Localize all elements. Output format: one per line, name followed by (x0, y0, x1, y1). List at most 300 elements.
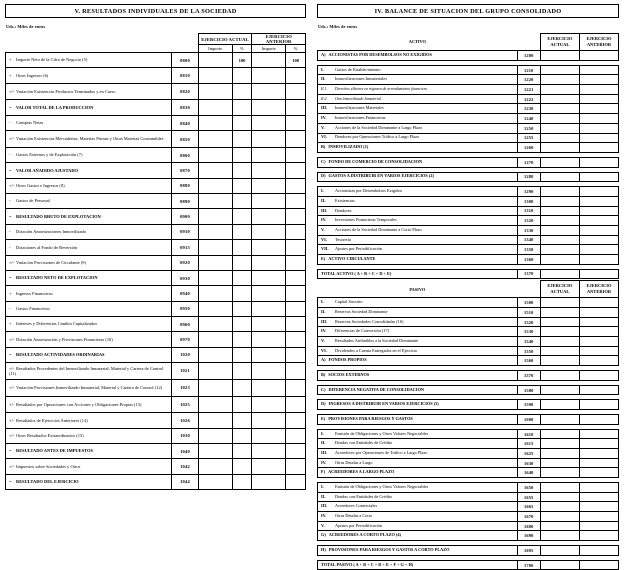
cell-importe-actual[interactable] (198, 147, 232, 162)
cell-importe-actual[interactable] (198, 194, 232, 209)
cell-importe-actual[interactable] (198, 209, 232, 224)
cell-pct-anterior[interactable] (286, 131, 306, 148)
cell-pct-anterior[interactable] (286, 347, 306, 362)
cell-importe-anterior[interactable] (252, 286, 286, 301)
pasivo-cell-actual[interactable] (540, 317, 579, 327)
cell-importe-actual[interactable] (198, 178, 232, 193)
pasivo-cell-anterior[interactable] (579, 400, 618, 410)
cell-importe-anterior[interactable] (252, 115, 286, 130)
row-label-text: Capital Suscrito (335, 299, 363, 305)
activo-cell-anterior[interactable] (579, 104, 618, 114)
row-label: + Otros Ingresos (6) (6, 68, 172, 83)
table-row (318, 317, 619, 327)
row-label (318, 337, 518, 347)
cell-pct-anterior[interactable] (286, 240, 306, 255)
cell-importe-anterior[interactable] (252, 379, 286, 396)
activo-cell-anterior[interactable] (579, 143, 618, 153)
row-label: = VALOR AÑADIDO AJUSTADO (6, 163, 172, 178)
cell-pct-actual[interactable] (232, 209, 252, 224)
activo-cell-actual[interactable] (540, 245, 579, 255)
pasivo-table-body (318, 298, 619, 570)
table-row (6, 68, 306, 83)
pasivo-cell-anterior[interactable] (579, 429, 618, 439)
row-label-text: Gastos de Establecimiento (335, 66, 381, 72)
cell-pct-anterior[interactable] (286, 194, 306, 209)
pasivo-cell-actual[interactable] (540, 483, 579, 493)
row-code: 1510 (517, 308, 540, 318)
activo-cell-actual[interactable] (540, 157, 579, 167)
cell-pct-actual[interactable] (232, 379, 252, 396)
cell-importe-anterior[interactable] (252, 53, 286, 68)
cell-pct-anterior[interactable] (286, 459, 306, 474)
table-row (6, 209, 306, 224)
table-row (6, 301, 306, 316)
activo-cell-anterior[interactable] (579, 235, 618, 245)
activo-cell-anterior[interactable] (579, 157, 618, 167)
row-code: 1500 (517, 298, 540, 308)
cell-importe-actual[interactable] (198, 459, 232, 474)
pasivo-cell-anterior[interactable] (579, 346, 618, 356)
activo-cell-actual[interactable] (540, 104, 579, 114)
cell-importe-actual[interactable] (198, 115, 232, 130)
pasivo-cell-anterior[interactable] (579, 512, 618, 522)
pasivo-cell-anterior[interactable] (579, 415, 618, 425)
pasivo-cell-actual[interactable] (540, 415, 579, 425)
pasivo-cell-actual[interactable] (540, 492, 579, 502)
row-label (318, 327, 518, 337)
row-sign: = (9, 352, 12, 358)
table-row (6, 443, 306, 458)
header-activo-ejercicio-actual (540, 34, 579, 51)
cell-pct-anterior[interactable]: 100 (286, 53, 306, 68)
activo-cell-anterior[interactable] (579, 85, 618, 95)
cell-importe-anterior[interactable] (252, 209, 286, 224)
activo-cell-actual[interactable] (540, 94, 579, 104)
cell-pct-anterior[interactable] (286, 68, 306, 83)
table-row (318, 400, 619, 410)
cell-importe-anterior[interactable] (252, 347, 286, 362)
activo-cell-anterior[interactable] (579, 51, 618, 61)
cell-pct-actual[interactable] (232, 147, 252, 162)
pasivo-cell-anterior[interactable] (579, 449, 618, 459)
activo-cell-anterior[interactable] (579, 123, 618, 133)
cell-importe-anterior[interactable] (252, 255, 286, 270)
pasivo-cell-actual[interactable] (540, 298, 579, 308)
pasivo-cell-anterior[interactable] (579, 439, 618, 449)
pasivo-cell-actual[interactable] (540, 327, 579, 337)
table-row (318, 216, 619, 226)
cell-importe-anterior[interactable] (252, 147, 286, 162)
activo-cell-actual[interactable] (540, 75, 579, 85)
table-row (318, 94, 619, 104)
cell-pct-actual[interactable] (232, 332, 252, 347)
row-label: +/- Variación Existencias Mercaderías, Materias Primas y Otras Materias Consumibles (6, 131, 172, 148)
cell-importe-actual[interactable] (198, 224, 232, 239)
cell-pct-actual[interactable] (232, 240, 252, 255)
cell-pct-anterior[interactable] (286, 332, 306, 347)
row-code: 1220 (517, 75, 540, 85)
right-title: IV. BALANCE DE SITUACION DEL GRUPO CONSOLIDADO (317, 4, 619, 18)
pasivo-cell-actual[interactable] (540, 458, 579, 468)
row-label: + Ingresos Financieros (6, 286, 172, 301)
table-row (318, 157, 619, 167)
row-label (318, 483, 518, 493)
cell-pct-anterior[interactable] (286, 255, 306, 270)
right-panel (312, 0, 624, 568)
pasivo-cell-actual[interactable] (540, 385, 579, 395)
cell-pct-actual[interactable] (232, 396, 252, 413)
cell-importe-anterior[interactable] (252, 224, 286, 239)
spacer-cell (517, 281, 540, 298)
cell-pct-actual[interactable] (232, 317, 252, 332)
cell-pct-actual[interactable] (232, 68, 252, 83)
cell-pct-actual[interactable] (232, 224, 252, 239)
pasivo-cell-anterior[interactable] (579, 492, 618, 502)
row-label (318, 216, 518, 226)
cell-importe-anterior[interactable] (252, 240, 286, 255)
row-label-text: Emisión de Obligaciones y Otros Valores Negociables (335, 430, 429, 436)
pasivo-cell-anterior[interactable] (579, 521, 618, 531)
row-code: 1630 (517, 458, 540, 468)
activo-cell-anterior[interactable] (579, 206, 618, 216)
cell-importe-actual[interactable] (198, 474, 232, 489)
row-numeral: C) (321, 386, 326, 392)
pasivo-cell-actual[interactable] (540, 346, 579, 356)
cell-importe-actual[interactable] (198, 379, 232, 396)
table-row (6, 363, 306, 380)
activo-cell-anterior[interactable] (579, 245, 618, 255)
activo-cell-actual[interactable] (540, 143, 579, 153)
pasivo-cell-anterior[interactable] (579, 546, 618, 556)
activo-cell-actual[interactable] (540, 225, 579, 235)
row-numeral: IV. (321, 217, 327, 223)
cell-importe-actual[interactable] (198, 332, 232, 347)
activo-cell-anterior[interactable] (579, 254, 618, 264)
row-label: = RESULTADO BRUTO DE EXPLOTACION (6, 209, 172, 224)
activo-cell-anterior[interactable] (579, 196, 618, 206)
cell-pct-anterior[interactable] (286, 363, 306, 380)
activo-cell-actual[interactable] (540, 235, 579, 245)
row-code: 0830 (172, 100, 198, 115)
cell-pct-actual[interactable] (232, 83, 252, 100)
cell-importe-anterior[interactable] (252, 178, 286, 193)
row-label: - Gastos de Personal (6, 194, 172, 209)
row-label (318, 65, 518, 75)
row-code: 1221 (517, 85, 540, 95)
table-row (318, 133, 619, 143)
pasivo-cell-actual[interactable] (540, 560, 579, 570)
cell-importe-anterior[interactable] (252, 413, 286, 428)
pasivo-cell-actual[interactable] (540, 531, 579, 541)
activo-cell-actual[interactable] (540, 269, 579, 279)
table-row (318, 429, 619, 439)
cell-importe-anterior[interactable] (252, 428, 286, 443)
cell-importe-actual[interactable] (198, 83, 232, 100)
cell-pct-actual[interactable] (232, 443, 252, 458)
pasivo-cell-actual[interactable] (540, 521, 579, 531)
cell-pct-actual[interactable] (232, 163, 252, 178)
cell-pct-actual[interactable] (232, 270, 252, 285)
cell-pct-anterior[interactable] (286, 163, 306, 178)
cell-pct-anterior[interactable] (286, 115, 306, 130)
pasivo-cell-anterior[interactable] (579, 468, 618, 478)
cell-importe-actual[interactable] (198, 413, 232, 428)
cell-importe-actual[interactable] (198, 317, 232, 332)
row-label: +/- Variación Provisiones de Circulante (9) (6, 255, 172, 270)
row-label-text: SOCIOS EXTERNOS (328, 372, 370, 378)
cell-importe-actual[interactable] (198, 270, 232, 285)
cell-importe-actual[interactable] (198, 443, 232, 458)
row-numeral: III. (321, 318, 328, 324)
activo-cell-actual[interactable] (540, 216, 579, 226)
pasivo-cell-actual[interactable] (540, 400, 579, 410)
row-label-text: Acreedores Comerciales (335, 503, 378, 509)
row-code: 1340 (517, 235, 540, 245)
spacer-cell (6, 45, 172, 53)
activo-cell-actual[interactable] (540, 123, 579, 133)
cell-pct-actual[interactable] (232, 459, 252, 474)
cell-importe-actual[interactable] (198, 255, 232, 270)
activo-cell-actual[interactable] (540, 187, 579, 197)
cell-importe-actual[interactable] (198, 428, 232, 443)
activo-cell-anterior[interactable] (579, 133, 618, 143)
pasivo-cell-actual[interactable] (540, 337, 579, 347)
row-code: 1044 (172, 474, 198, 489)
row-label: +/- Dotación Amortización y Provisiones Financieras (10) (6, 332, 172, 347)
pasivo-cell-actual[interactable] (540, 308, 579, 318)
cell-importe-anterior[interactable] (252, 301, 286, 316)
pasivo-cell-anterior[interactable] (579, 356, 618, 366)
activo-cell-actual[interactable] (540, 196, 579, 206)
activo-cell-actual[interactable] (540, 114, 579, 124)
row-code: 1020 (172, 347, 198, 362)
cell-pct-anterior[interactable] (286, 178, 306, 193)
activo-cell-anterior[interactable] (579, 114, 618, 124)
pasivo-cell-actual[interactable] (540, 429, 579, 439)
pasivo-cell-anterior[interactable] (579, 531, 618, 541)
row-label (318, 225, 518, 235)
activo-cell-anterior[interactable] (579, 94, 618, 104)
activo-cell-actual[interactable] (540, 133, 579, 143)
pasivo-cell-anterior[interactable] (579, 337, 618, 347)
cell-pct-anterior[interactable] (286, 224, 306, 239)
cell-importe-actual[interactable] (198, 363, 232, 380)
row-label (318, 439, 518, 449)
row-numeral: III. (321, 450, 328, 456)
activo-cell-actual[interactable] (540, 51, 579, 61)
cell-importe-actual[interactable] (198, 286, 232, 301)
activo-cell-anterior[interactable] (579, 172, 618, 182)
row-label (318, 492, 518, 502)
cell-pct-actual[interactable] (232, 115, 252, 130)
cell-pct-anterior[interactable] (286, 428, 306, 443)
pasivo-cell-actual[interactable] (540, 371, 579, 381)
row-code: 1222 (517, 94, 540, 104)
cell-importe-anterior[interactable] (252, 194, 286, 209)
cell-importe-anterior[interactable] (252, 100, 286, 115)
cell-pct-anterior[interactable] (286, 413, 306, 428)
row-label (318, 298, 518, 308)
row-sign: - (9, 229, 11, 235)
cell-pct-anterior[interactable] (286, 396, 306, 413)
pasivo-cell-actual[interactable] (540, 356, 579, 366)
cell-pct-anterior[interactable] (286, 270, 306, 285)
row-sign: +/- (9, 384, 15, 390)
pasivo-cell-actual[interactable] (540, 449, 579, 459)
row-label: +/- Resultados por Operaciones con Acciones y Obligaciones Propias (13) (6, 396, 172, 413)
cell-importe-anterior[interactable] (252, 443, 286, 458)
header-pasivo-ejercicio-anterior (579, 281, 618, 298)
row-numeral: II.1 (321, 87, 327, 92)
cell-importe-anterior[interactable] (252, 131, 286, 148)
row-numeral: V. (321, 522, 325, 528)
cell-pct-anterior[interactable] (286, 379, 306, 396)
cell-pct-actual[interactable] (232, 255, 252, 270)
row-numeral: V. (321, 226, 325, 232)
cell-pct-actual[interactable] (232, 286, 252, 301)
cell-pct-anterior[interactable] (286, 83, 306, 100)
row-label (318, 560, 518, 570)
cell-pct-anterior[interactable] (286, 147, 306, 162)
row-numeral: II. (321, 76, 326, 82)
cell-pct-anterior[interactable] (286, 474, 306, 489)
row-label (318, 94, 518, 104)
cell-pct-anterior[interactable] (286, 317, 306, 332)
pasivo-cell-anterior[interactable] (579, 385, 618, 395)
table-row (6, 178, 306, 193)
cell-importe-anterior[interactable] (252, 270, 286, 285)
pasivo-cell-actual[interactable] (540, 502, 579, 512)
activo-cell-anterior[interactable] (579, 225, 618, 235)
pasivo-cell-anterior[interactable] (579, 327, 618, 337)
cell-pct-actual[interactable] (232, 347, 252, 362)
pasivo-cell-anterior[interactable] (579, 502, 618, 512)
cell-pct-actual[interactable] (232, 474, 252, 489)
row-label (318, 429, 518, 439)
activo-cell-actual[interactable] (540, 65, 579, 75)
row-code: 0860 (172, 147, 198, 162)
table-row (318, 468, 619, 478)
cell-pct-actual[interactable] (232, 301, 252, 316)
cell-importe-anterior[interactable] (252, 459, 286, 474)
row-code: 1530 (517, 327, 540, 337)
cell-importe-actual[interactable] (198, 301, 232, 316)
pasivo-cell-anterior[interactable] (579, 298, 618, 308)
cell-pct-actual[interactable] (232, 428, 252, 443)
activo-cell-actual[interactable] (540, 206, 579, 216)
cell-importe-actual[interactable] (198, 240, 232, 255)
pasivo-cell-anterior[interactable] (579, 483, 618, 493)
spacer-cell (172, 45, 198, 53)
cell-importe-anterior[interactable] (252, 68, 286, 83)
row-sign: +/- (9, 433, 15, 439)
activo-cell-anterior[interactable] (579, 269, 618, 279)
row-label-text: GASTOS A DISTRIBUIR EN VARIOS EJERCICIOS (2) (328, 173, 434, 179)
row-label-text: FONDOS PROPIOS (328, 357, 367, 363)
row-label-text: Deudores por Operaciones Tráfico a Largo Plazo (335, 134, 420, 140)
pasivo-cell-actual[interactable] (540, 512, 579, 522)
table-row (6, 240, 306, 255)
table-row (6, 147, 306, 162)
cell-importe-actual[interactable] (198, 131, 232, 148)
activo-cell-actual[interactable] (540, 85, 579, 95)
activo-cell-actual[interactable] (540, 254, 579, 264)
row-numeral: II. (321, 440, 326, 446)
row-label (318, 51, 518, 61)
row-label-text: Resultados Atribuibles a la Sociedad Dominante (335, 338, 419, 344)
row-label (318, 123, 518, 133)
pasivo-cell-anterior[interactable] (579, 317, 618, 327)
spacer-cell (6, 34, 172, 45)
row-numeral: V. (321, 124, 325, 130)
row-label (318, 114, 518, 124)
row-label (318, 85, 518, 95)
pasivo-cell-actual[interactable] (540, 468, 579, 478)
row-code: 1680 (517, 521, 540, 531)
pasivo-cell-anterior[interactable] (579, 458, 618, 468)
cell-importe-anterior[interactable] (252, 474, 286, 489)
activo-cell-anterior[interactable] (579, 75, 618, 85)
row-code: 1550 (517, 346, 540, 356)
cell-pct-actual[interactable] (232, 194, 252, 209)
activo-cell-actual[interactable] (540, 172, 579, 182)
pasivo-cell-anterior[interactable] (579, 560, 618, 570)
cell-pct-actual[interactable] (232, 131, 252, 148)
cell-importe-actual[interactable] (198, 396, 232, 413)
cell-importe-anterior[interactable] (252, 332, 286, 347)
cell-pct-anterior[interactable] (286, 443, 306, 458)
cell-importe-actual[interactable] (198, 53, 232, 68)
cell-importe-actual[interactable] (198, 100, 232, 115)
cell-pct-anterior[interactable] (286, 286, 306, 301)
cell-pct-anterior[interactable] (286, 301, 306, 316)
cell-pct-anterior[interactable] (286, 209, 306, 224)
cell-pct-actual[interactable]: 100 (232, 53, 252, 68)
pasivo-cell-anterior[interactable] (579, 308, 618, 318)
cell-pct-actual[interactable] (232, 363, 252, 380)
table-row (6, 459, 306, 474)
cell-importe-anterior[interactable] (252, 363, 286, 380)
activo-cell-anterior[interactable] (579, 187, 618, 197)
activo-cell-anterior[interactable] (579, 65, 618, 75)
cell-importe-actual[interactable] (198, 68, 232, 83)
row-numeral: I. (321, 430, 324, 436)
row-code: 0930 (172, 270, 198, 285)
pasivo-cell-actual[interactable] (540, 439, 579, 449)
pasivo-cell-actual[interactable] (540, 546, 579, 556)
row-label-text: Derechos s/bienes en régimen de arrendamiento financiero (335, 87, 428, 92)
pasivo-cell-anterior[interactable] (579, 371, 618, 381)
cell-importe-anterior[interactable] (252, 396, 286, 413)
activo-actual-line2: ACTUAL (550, 42, 570, 48)
row-code: 1320 (517, 216, 540, 226)
cell-importe-actual[interactable] (198, 347, 232, 362)
activo-cell-anterior[interactable] (579, 216, 618, 226)
cell-pct-actual[interactable] (232, 100, 252, 115)
cell-importe-anterior[interactable] (252, 317, 286, 332)
cell-importe-anterior[interactable] (252, 83, 286, 100)
cell-pct-actual[interactable] (232, 413, 252, 428)
row-label-text: Reservas Sociedad Dominante (335, 309, 388, 314)
row-sign: +/- (9, 88, 15, 94)
cell-pct-anterior[interactable] (286, 100, 306, 115)
row-sign: = (9, 167, 12, 173)
table-row (6, 270, 306, 285)
cell-importe-actual[interactable] (198, 163, 232, 178)
table-row (6, 163, 306, 178)
cell-importe-anterior[interactable] (252, 163, 286, 178)
cell-pct-actual[interactable] (232, 178, 252, 193)
